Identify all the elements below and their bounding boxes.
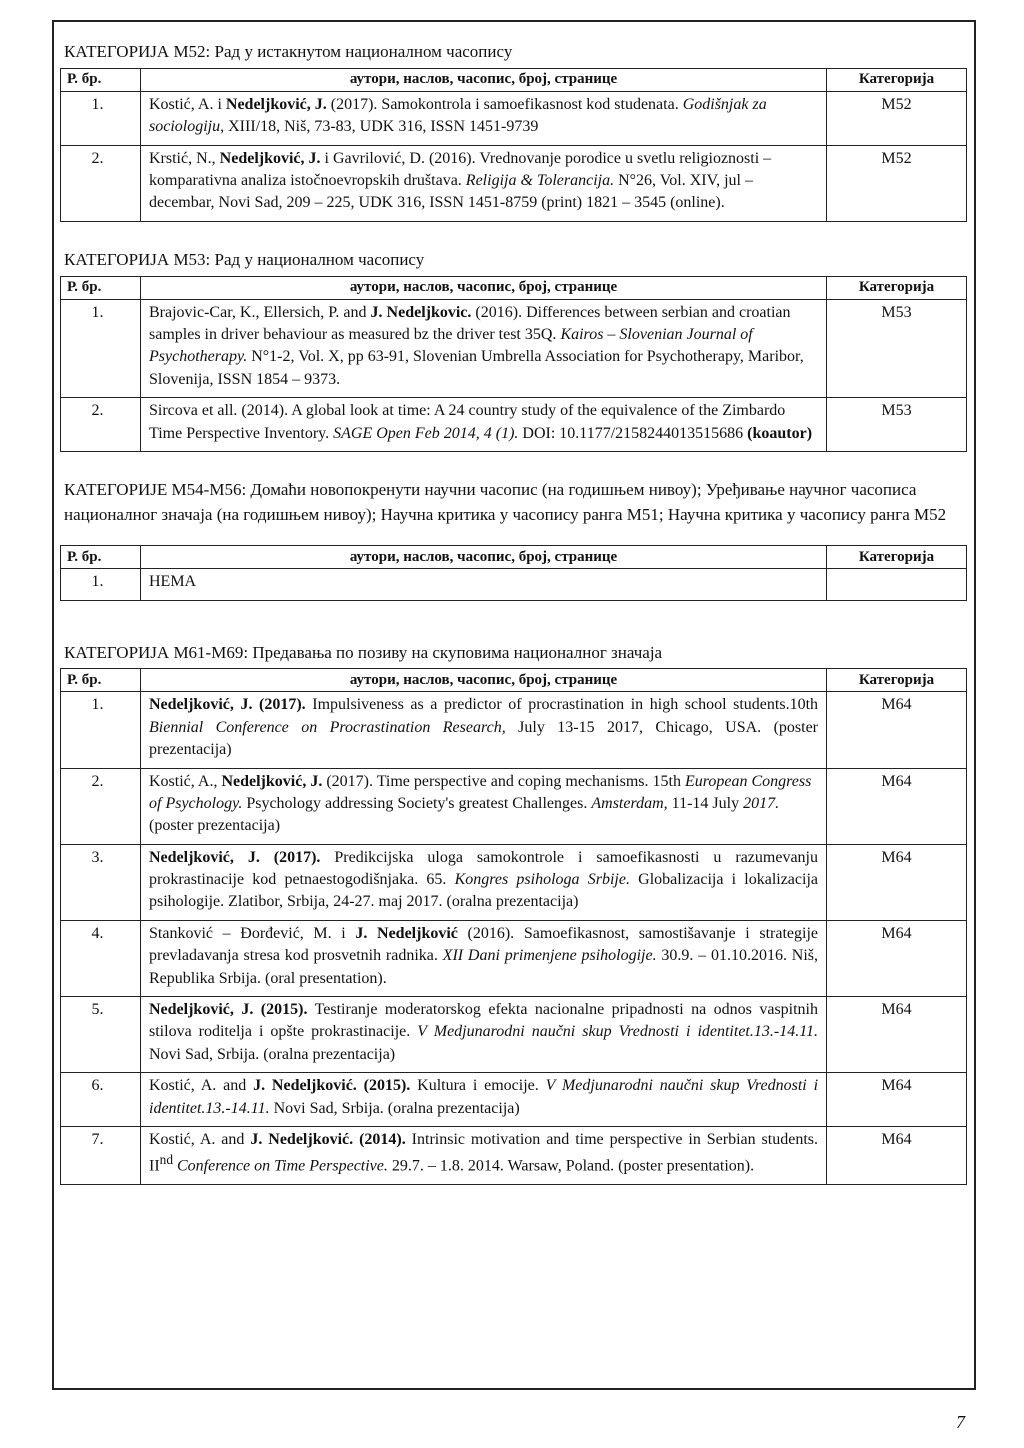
conference: Conference on Time Perspective. — [172, 1157, 388, 1175]
authors: Kostić, A. and — [149, 1131, 251, 1148]
author-highlight: Nedeljković, J. (2017). — [149, 848, 321, 866]
row-num: 6. — [61, 1073, 141, 1127]
details: DOI: 10.1177/2158244013515686 — [518, 424, 748, 442]
conference: Kongres psihologa Srbije. — [454, 871, 630, 889]
header-cat: Категорија — [827, 276, 967, 299]
title: (2016). Samoefikasnost, samostišavanje i strategije prevladavanja stresa kod prosvetnih radnika. — [149, 924, 818, 965]
table-row — [61, 569, 967, 600]
row-text: НЕМА — [141, 569, 827, 600]
row-num: 2. — [61, 768, 141, 844]
city: Amsterdam, — [591, 794, 668, 812]
authors: Kostić, A. and — [149, 1077, 254, 1095]
table-row — [61, 1127, 967, 1185]
table-row — [61, 91, 967, 145]
row-category: M52 — [827, 91, 967, 145]
author-highlight: Nedeljković, J. — [219, 149, 321, 167]
table-header — [61, 68, 967, 91]
table-row — [61, 398, 967, 452]
row-category: M64 — [827, 1073, 967, 1127]
table-row — [61, 692, 967, 768]
row-num: 1. — [61, 299, 141, 398]
author-highlight: Nedeljković, J. (2017). — [149, 696, 306, 714]
header-desc: аутори, наслов, часопис, број, странице — [141, 546, 827, 569]
author-highlight: J. Nedeljković. (2015). — [253, 1077, 411, 1095]
author-highlight: Nedeljković, J. — [221, 772, 323, 790]
table-row — [61, 920, 967, 996]
authors: Stanković – Đorđević, M. i — [149, 924, 356, 942]
table-header — [61, 276, 967, 299]
details: 30.9. – 01.10.2016. Niš, Republika Srbija. (oral presentation). — [149, 947, 818, 987]
document-page — [60, 40, 966, 1211]
section-title-text: Предавања по позиву на скуповима националног значаја — [248, 642, 663, 662]
row-category: M64 — [827, 844, 967, 920]
authors: Kostić, A., — [149, 772, 222, 790]
row-num: 7. — [61, 1127, 141, 1185]
row-num: 3. — [61, 844, 141, 920]
row-text — [141, 91, 827, 145]
row-text — [141, 398, 827, 452]
table-row — [61, 844, 967, 920]
journal: SAGE Open Feb 2014, 4 (1). — [333, 424, 519, 442]
row-num: 1. — [61, 91, 141, 145]
row-category: M64 — [827, 692, 967, 768]
header-cat: Категорија — [827, 68, 967, 91]
section-m54-m56 — [60, 478, 966, 601]
section-title — [64, 641, 966, 665]
publications-table — [60, 545, 967, 600]
header-cat: Категорија — [827, 669, 967, 692]
row-text — [141, 692, 827, 768]
authors: Kostić, A. i — [149, 95, 226, 113]
table-row — [61, 768, 967, 844]
page-number: 7 — [956, 1412, 965, 1432]
authors: Sircova et all. (2014). A global look at time: A 24 country study of the equivalence of the Zimbardo Time Perspective Inventory. — [149, 402, 786, 442]
title: i Gavrilović, D. (2016). Vrednovanje porodice u svetlu religioznosti – komparativna analiza istočnoevropskih društava. — [149, 149, 772, 189]
title: Predikcijska uloga samokontrole i samoefikasnosti u razumevanju prokrastinacije kod petnaestogodišnjaka. 65. — [149, 848, 818, 889]
section-title — [64, 478, 966, 527]
authors: Krstić, N., — [149, 149, 220, 167]
title: Intrinsic motivation and time perspective in Serbian students. II — [149, 1131, 819, 1175]
row-num: 2. — [61, 398, 141, 452]
row-category: M64 — [827, 768, 967, 844]
row-category: M53 — [827, 398, 967, 452]
conference: V Medjunarodni naučni skup Vrednosti i identitet.13.-14.11. — [149, 1077, 819, 1117]
table-header — [61, 669, 967, 692]
author-highlight: J. Nedeljković — [355, 924, 458, 942]
journal: Kairos – Slovenian Journal of Psychotherapy. — [149, 325, 753, 366]
format: (poster prezentacija) — [149, 817, 281, 835]
conference: Biennial Conference on Procrastination Research, — [149, 718, 506, 736]
header-num: Р. бр. — [61, 276, 141, 299]
section-title-prefix: КАТЕГОРИЈА М53: — [64, 249, 211, 269]
title: (2017). Time perspective and coping mechanisms. 15th — [322, 772, 685, 790]
table-row — [61, 145, 967, 221]
table-header — [61, 546, 967, 569]
header-num: Р. бр. — [61, 546, 141, 569]
dates: 11-14 July — [667, 794, 744, 812]
row-category: M53 — [827, 299, 967, 398]
row-num: 5. — [61, 997, 141, 1073]
row-num: 4. — [61, 920, 141, 996]
author-highlight: Nedeljković, J. (2015). — [149, 1001, 308, 1019]
header-num: Р. бр. — [61, 669, 141, 692]
header-num: Р. бр. — [61, 68, 141, 91]
details: Psychology addressing Society's greatest Challenges. — [242, 794, 592, 812]
author-highlight: J. Nedeljkovic. — [370, 303, 472, 321]
row-category: M64 — [827, 1127, 967, 1185]
details: Novi Sad, Srbija. (oralna prezentacija) — [269, 1099, 520, 1117]
header-cat: Категорија — [827, 546, 967, 569]
row-text — [141, 768, 827, 844]
conference: V Medjunarodni naučni skup Vrednosti i identitet.13.-14.11. — [417, 1023, 819, 1041]
conference: XII Dani primenjene psihologije. — [442, 947, 657, 965]
row-text — [141, 920, 827, 996]
title: Testiranje moderatorskog efekta nacionalne pripadnosti na odnos vaspitnih stilova roditelja i opšte prokrastinacije. — [149, 1001, 819, 1041]
header-desc: аутори, наслов, часопис, број, странице — [141, 68, 827, 91]
section-title — [64, 248, 966, 272]
row-num: 1. — [61, 692, 141, 768]
section-title-text: Рад у националном часопису — [210, 249, 425, 269]
row-text — [141, 1073, 827, 1127]
details: N°1-2, Vol. X, pp 63-91, Slovenian Umbrella Association for Psychotherapy, Maribor, Slovenija, ISSN 1854 – 9373. — [149, 348, 804, 388]
author-highlight: J. Nedeljković. (2014). — [250, 1131, 406, 1148]
publications-table — [60, 276, 967, 452]
title: Impulsiveness as a predictor of procrastination in high school students.10th — [305, 696, 819, 714]
journal: Religija & Tolerancija. — [465, 171, 615, 189]
table-row — [61, 299, 967, 398]
section-m52 — [60, 40, 966, 222]
publications-table — [60, 668, 967, 1185]
title: (2016). Differences between serbian and croatian samples in driver behaviour as measured bz the driver test 35Q. — [149, 303, 791, 343]
title: Kultura i emocije. — [410, 1077, 546, 1095]
details: Novi Sad, Srbija. (oralna prezentacija) — [149, 1045, 396, 1063]
row-num: 2. — [61, 145, 141, 221]
row-num: 1. — [61, 569, 141, 600]
row-text — [141, 145, 827, 221]
header-desc: аутори, наслов, часопис, број, странице — [141, 669, 827, 692]
row-category: M64 — [827, 920, 967, 996]
section-title — [64, 40, 966, 64]
header-desc: аутори, наслов, часопис, број, странице — [141, 276, 827, 299]
details: July 13-15 2017, Chicago, USA. (poster prezentacija) — [149, 718, 819, 759]
author-highlight: Nedeljković, J. — [225, 95, 327, 113]
row-category — [827, 569, 967, 600]
row-text — [141, 844, 827, 920]
conference: European Congress of Psychology. — [149, 772, 812, 812]
section-title-text: Рад у истакнутом националном часопису — [210, 42, 513, 61]
section-title-prefix: КАТЕГОРИЈА М52: — [64, 42, 211, 61]
row-text — [141, 299, 827, 398]
section-title-text: Домаћи новопокренути научни часопис (на годишњем нивоу); Уређивање научног часописа националног значаја (на годишњем нивоу); Научна критика у часопису ранга М51; Научна критика у часопису ранга М52 — [64, 479, 947, 524]
details: Globalizacija i lokalizacija psihologije. Zlatibor, Srbija, 24-27. maj 2017. (oralna prezentacija) — [149, 871, 819, 911]
authors: Brajovic-Car, K., Ellersich, P. and — [149, 303, 371, 321]
publications-table — [60, 68, 967, 222]
row-category: M64 — [827, 997, 967, 1073]
details: N°26, Vol. XIV, jul – decembar, Novi Sad, 209 – 225, UDK 316, ISSN 1451-8759 (print) 1821 – 3545 (online). — [149, 171, 753, 212]
row-category: M52 — [827, 145, 967, 221]
row-text — [141, 997, 827, 1073]
section-title-prefix: КАТЕГОРИЈА М61-М69: — [64, 642, 249, 662]
coauthor-note: (koautor) — [747, 424, 813, 442]
year: 2017. — [743, 794, 780, 812]
table-row — [61, 997, 967, 1073]
journal: Godišnjak za sociologiju, — [149, 95, 767, 136]
table-row — [61, 1073, 967, 1127]
details: XIII/18, Niš, 73-83, UDK 316, ISSN 1451-9739 — [224, 118, 539, 136]
section-m53 — [60, 248, 966, 452]
section-title-prefix: КАТЕГОРИЈЕ М54-М56: — [64, 479, 247, 499]
title: (2017). Samokontrola i samoefikasnost kod studenata. — [326, 95, 683, 113]
row-text — [141, 1127, 827, 1185]
details: 29.7. – 1.8. 2014. Warsaw, Poland. (poster presentation). — [387, 1157, 755, 1175]
ordinal-suffix: nd — [159, 1152, 173, 1168]
section-m61-m69 — [60, 641, 966, 1186]
